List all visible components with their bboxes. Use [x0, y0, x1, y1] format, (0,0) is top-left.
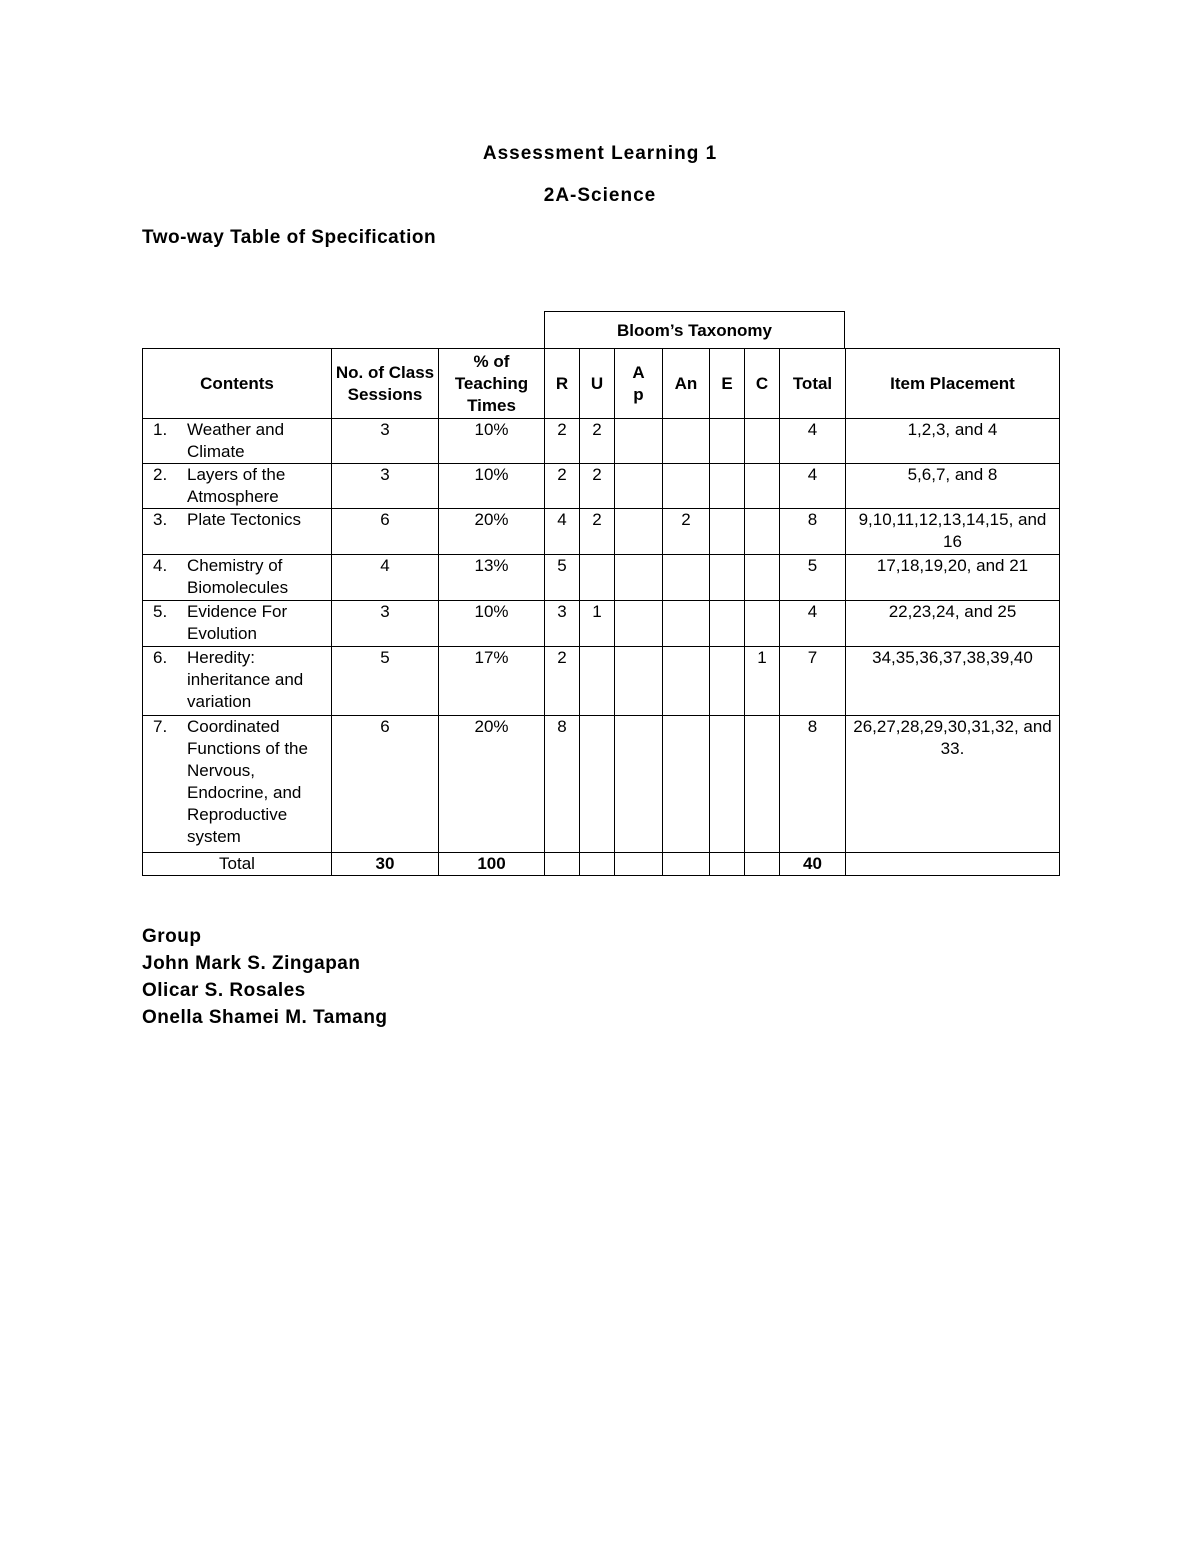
group-member: Onella Shamei M. Tamang: [142, 1007, 388, 1028]
u-cell: [580, 716, 615, 853]
u-cell: 2: [580, 509, 615, 555]
an-cell: [663, 601, 710, 647]
row-number: 2.: [153, 465, 168, 484]
total-cell: 8: [780, 509, 846, 555]
table-subtitle: Two-way Table of Specification: [142, 227, 437, 248]
c-cell: [745, 419, 780, 464]
total-placement: [846, 853, 1060, 876]
sessions-cell: 4: [332, 555, 439, 601]
percent-cell: 20%: [439, 509, 545, 555]
header-row: [143, 349, 1060, 419]
total-cell: 4: [780, 419, 846, 464]
table-row: [143, 601, 1060, 647]
table-row: [143, 509, 1060, 555]
u-cell: 2: [580, 419, 615, 464]
col-teaching-times: % of Teaching Times: [439, 349, 545, 419]
c-cell: [745, 555, 780, 601]
item-placement-cell: 26,27,28,29,30,31,32, and 33.: [846, 716, 1060, 853]
c-cell: 1: [745, 647, 780, 716]
ap-cell: [615, 555, 663, 601]
total-ap: [615, 853, 663, 876]
specification-table: [142, 348, 1060, 876]
content-cell: [143, 647, 332, 716]
col-evaluate: E: [710, 349, 745, 419]
an-cell: 2: [663, 509, 710, 555]
content-name: Layers of the Atmosphere: [187, 465, 286, 506]
ap-cell: [615, 601, 663, 647]
ap-cell: [615, 716, 663, 853]
total-r: [545, 853, 580, 876]
r-cell: 8: [545, 716, 580, 853]
an-cell: [663, 419, 710, 464]
document-title: Assessment Learning 1: [482, 143, 718, 164]
col-remember: R: [545, 349, 580, 419]
total-cell: 4: [780, 601, 846, 647]
col-understand: U: [580, 349, 615, 419]
e-cell: [710, 601, 745, 647]
row-number: 5.: [153, 602, 168, 621]
class-section: 2A-Science: [543, 185, 657, 206]
item-placement-cell: 34,35,36,37,38,39,40: [846, 647, 1060, 716]
content-name: Plate Tectonics: [187, 510, 302, 529]
percent-cell: 13%: [439, 555, 545, 601]
u-cell: [580, 555, 615, 601]
table-row: [143, 419, 1060, 464]
total-cell: 8: [780, 716, 846, 853]
total-e: [710, 853, 745, 876]
total-sessions: 30: [332, 853, 439, 876]
item-placement-cell: 1,2,3, and 4: [846, 419, 1060, 464]
u-cell: [580, 647, 615, 716]
content-cell: [143, 716, 332, 853]
e-cell: [710, 647, 745, 716]
ap-cell: [615, 509, 663, 555]
sessions-cell: 3: [332, 464, 439, 509]
an-cell: [663, 716, 710, 853]
col-total: Total: [780, 349, 846, 419]
u-cell: 1: [580, 601, 615, 647]
r-cell: 4: [545, 509, 580, 555]
sessions-cell: 6: [332, 716, 439, 853]
item-placement-cell: 17,18,19,20, and 21: [846, 555, 1060, 601]
ap-cell: [615, 419, 663, 464]
c-cell: [745, 509, 780, 555]
percent-cell: 17%: [439, 647, 545, 716]
item-placement-cell: 5,6,7, and 8: [846, 464, 1060, 509]
table-row: [143, 647, 1060, 716]
total-c: [745, 853, 780, 876]
content-cell: [143, 419, 332, 464]
r-cell: 2: [545, 647, 580, 716]
total-cell: 5: [780, 555, 846, 601]
content-name: Evidence For Evolution: [187, 602, 288, 643]
percent-cell: 10%: [439, 464, 545, 509]
e-cell: [710, 555, 745, 601]
row-number: 6.: [153, 648, 168, 667]
row-number: 4.: [153, 556, 168, 575]
total-u: [580, 853, 615, 876]
r-cell: 2: [545, 464, 580, 509]
table-row: [143, 555, 1060, 601]
e-cell: [710, 464, 745, 509]
c-cell: [745, 716, 780, 853]
e-cell: [710, 419, 745, 464]
percent-cell: 10%: [439, 419, 545, 464]
r-cell: 2: [545, 419, 580, 464]
r-cell: 3: [545, 601, 580, 647]
row-number: 1.: [153, 420, 168, 439]
item-placement-cell: 22,23,24, and 25: [846, 601, 1060, 647]
e-cell: [710, 509, 745, 555]
ap-cell: [615, 464, 663, 509]
content-cell: [143, 509, 332, 555]
content-name: Chemistry of Biomolecules: [187, 556, 289, 597]
total-row: [143, 853, 1060, 876]
an-cell: [663, 647, 710, 716]
item-placement-cell: 9,10,11,12,13,14,15, and 16: [846, 509, 1060, 555]
an-cell: [663, 555, 710, 601]
an-cell: [663, 464, 710, 509]
content-cell: [143, 555, 332, 601]
e-cell: [710, 716, 745, 853]
group-heading: Group: [142, 926, 202, 947]
sessions-cell: 5: [332, 647, 439, 716]
content-cell: [143, 601, 332, 647]
col-create: C: [745, 349, 780, 419]
content-name: Weather and Climate: [187, 420, 285, 461]
percent-cell: 20%: [439, 716, 545, 853]
total-items: 40: [780, 853, 846, 876]
col-class-sessions: No. of Class Sessions: [332, 349, 439, 419]
sessions-cell: 3: [332, 601, 439, 647]
blooms-taxonomy-header: Bloom’s Taxonomy: [544, 311, 845, 348]
content-cell: [143, 464, 332, 509]
content-name: Coordinated Functions of the Nervous, Endocrine, and Reproductive system: [187, 717, 308, 846]
total-percent: 100: [439, 853, 545, 876]
col-item-placement: Item Placement: [846, 349, 1060, 419]
row-number: 7.: [153, 717, 168, 736]
content-name: Heredity: inheritance and variation: [187, 648, 304, 711]
ap-cell: [615, 647, 663, 716]
total-cell: 4: [780, 464, 846, 509]
r-cell: 5: [545, 555, 580, 601]
group-member: Olicar S. Rosales: [142, 980, 306, 1001]
percent-cell: 10%: [439, 601, 545, 647]
col-analyze: An: [663, 349, 710, 419]
sessions-cell: 6: [332, 509, 439, 555]
group-section: [142, 923, 388, 1031]
col-apply: A p: [615, 349, 663, 419]
u-cell: 2: [580, 464, 615, 509]
group-member: John Mark S. Zingapan: [142, 953, 361, 974]
total-cell: 7: [780, 647, 846, 716]
total-an: [663, 853, 710, 876]
c-cell: [745, 601, 780, 647]
table-row: [143, 464, 1060, 509]
total-label: Total: [143, 853, 332, 876]
sessions-cell: 3: [332, 419, 439, 464]
c-cell: [745, 464, 780, 509]
table-row: [143, 716, 1060, 853]
col-contents: Contents: [143, 349, 332, 419]
row-number: 3.: [153, 510, 168, 529]
